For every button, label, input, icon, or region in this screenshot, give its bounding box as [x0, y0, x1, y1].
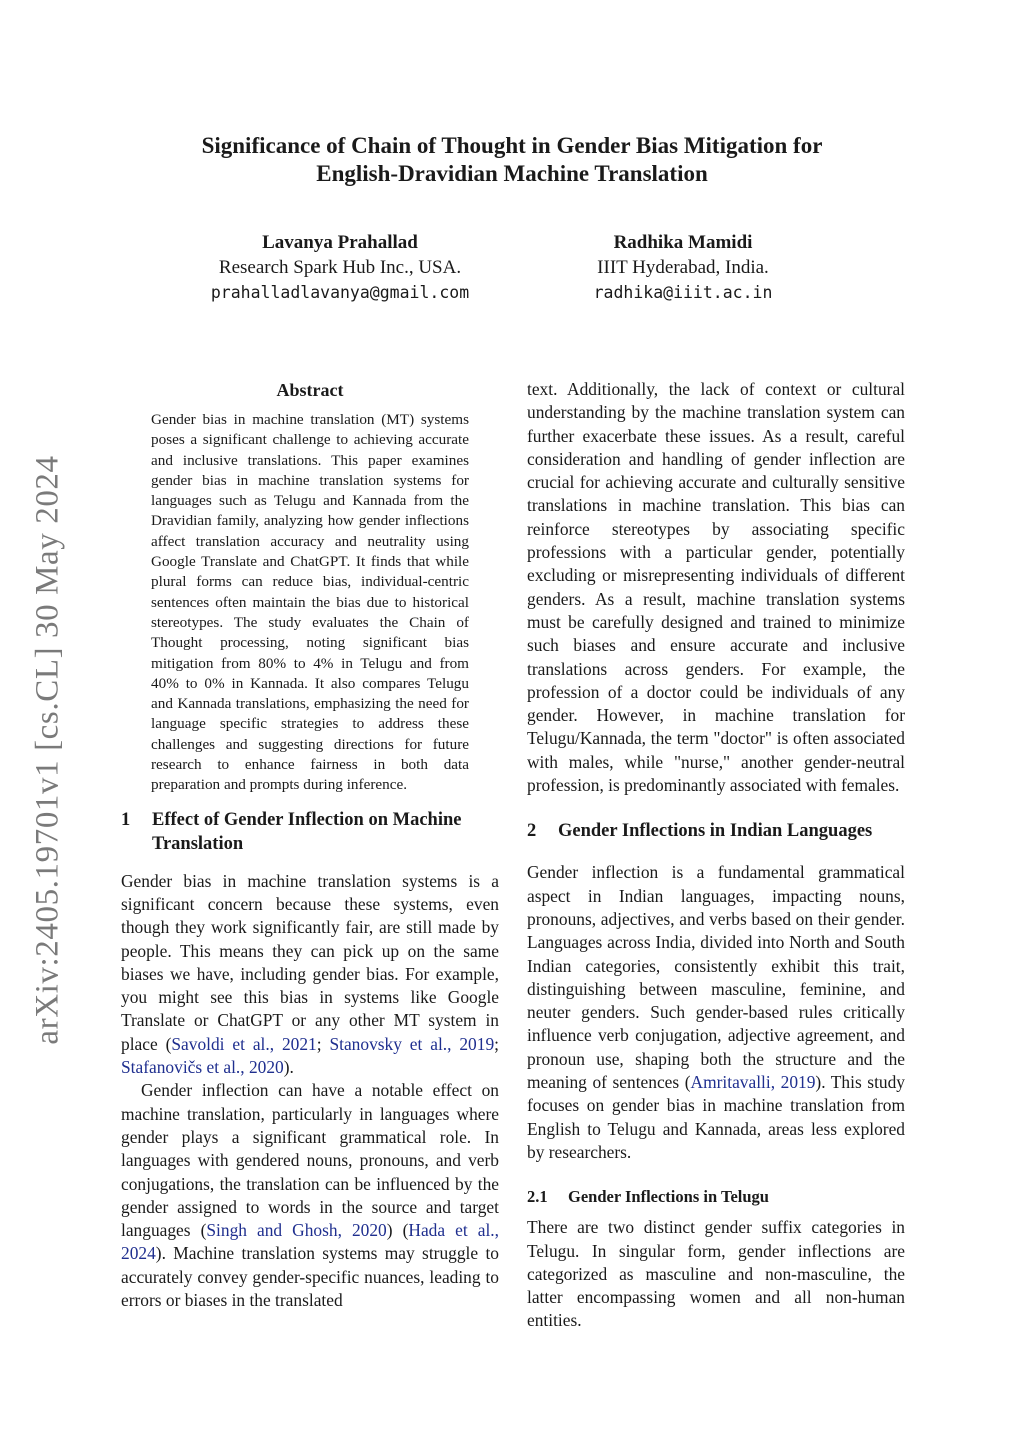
- paper-title: [0, 132, 1024, 188]
- continued-paragraph: text. Additionally, the lack of context or cultural understanding by the machine translation system can further exacerbate these issues. As a result, careful consideration and handling of gender inflection are crucial for achieving accurate and culturally sensitive translations in machine translation. This bias can reinforce stereotypes by associating specific professions with a particular gender, potentially excluding or misrepresenting individuals of different genders. As a result, machine translation systems must be carefully designed and trained to minimize such biases and ensure accurate and inclusive translations across genders. For example, the profession of a doctor could be individuals of any gender. However, in machine translation for Telugu/Kannada, the term "doctor" is often associated with males, while "nurse," another gender-neutral profession, is predominantly associated with females.: [527, 379, 905, 796]
- author-block-1: [160, 230, 520, 305]
- section-1-paragraph-1: Gender bias in machine translation systems is a significant concern because these systems, even though they work significantly fair, are still made by people. This means they can pick up on the same biases we have, including gender bias. For example, you might see this bias in systems like Google Translate or ChatGPT or any other MT system in place (Savoldi et al., 2021; Stanovsky et al., 2019; Stafanovičs et al., 2020).: [121, 870, 499, 1078]
- section-number: 1: [121, 809, 131, 830]
- citation-link[interactable]: Stafanovičs et al., 2020: [121, 1057, 284, 1078]
- right-column: [527, 378, 905, 1333]
- citation-link[interactable]: Hada et al., 2024: [121, 1220, 499, 1264]
- section-1-paragraph-2: Gender inflection can have a notable effect on machine translation, particularly in languages where gender plays a significant grammatical role. In languages with gendered nouns, pronouns, and verb conjugations, the translation can be influenced by the gender assigned to words in the source and target languages (Singh and Ghosh, 2020) (Hada et al., 2024). Machine translation systems may struggle to accurately convey gender-specific nuances, leading to errors or biases in the translated: [121, 1080, 499, 1310]
- section-title: Gender Inflections in Indian Languages: [558, 821, 873, 842]
- section-title: Effect of Gender Inflection on Machine Translation: [152, 809, 462, 854]
- author-email: radhika@iiit.ac.in: [593, 283, 773, 302]
- left-column: [121, 378, 499, 1312]
- subsection-2-1-heading: [527, 1186, 905, 1208]
- citation-link[interactable]: Savoldi et al., 2021: [171, 1033, 317, 1054]
- section-2-heading: [527, 819, 905, 843]
- author-affiliation: Research Spark Hub Inc., USA.: [218, 257, 462, 278]
- author-block-2: [503, 230, 863, 305]
- title-line-2: English-Dravidian Machine Translation: [316, 161, 708, 186]
- abstract-heading: Abstract: [276, 380, 344, 400]
- author-email: prahalladlavanya@gmail.com: [210, 283, 470, 302]
- section-1-heading: [121, 808, 499, 856]
- section-number: 2: [527, 821, 537, 842]
- title-line-1: Significance of Chain of Thought in Gender Bias Mitigation for: [201, 133, 823, 158]
- author-name: Lavanya Prahallad: [262, 232, 418, 253]
- author-affiliation: IIIT Hyderabad, India.: [597, 257, 769, 278]
- subsection-title: Gender Inflections in Telugu: [568, 1187, 769, 1207]
- author-name: Radhika Mamidi: [613, 232, 753, 253]
- citation-link[interactable]: Singh and Ghosh, 2020: [206, 1220, 387, 1241]
- subsection-number: 2.1: [527, 1187, 548, 1207]
- citation-link[interactable]: Stanovsky et al., 2019: [329, 1033, 495, 1054]
- section-2-paragraph-1: Gender inflection is a fundamental grammatical aspect in Indian languages, impacting nouns, pronouns, adjectives, and verbs based on their gender. Languages across India, divided into North and South Indian categories, consistently exhibit this trait, distinguishing between masculine, feminine, and neuter genders. Such gender-based rules critically influence verb conjugation, adjective agreement, and pronoun use, shaping both the structure and the meaning of sentences (Amritavalli, 2019). This study focuses on gender bias in machine translation from English to Telugu and Kannada, areas less explored by researchers.: [527, 862, 905, 1162]
- subsection-2-1-paragraph: There are two distinct gender suffix categories in Telugu. In singular form, gender inflections are categorized as masculine and non-masculine, the latter encompassing women and all non-human entities.: [527, 1217, 905, 1331]
- arxiv-watermark: [24, 440, 72, 1060]
- arxiv-identifier: arXiv:2405.19701v1 [cs.CL] 30 May 2024: [29, 455, 66, 1045]
- abstract-text: Gender bias in machine translation (MT) systems poses a significant challenge to achieving accurate and inclusive translations. This paper examines gender bias in machine translation systems for languages such as Telugu and Kannada from the Dravidian family, analyzing how gender inflections affect translation accuracy and neutrality using Google Translate and ChatGPT. It finds that while plural forms can reduce bias, individual-centric sentences often maintain the bias due to historical stereotypes. The study evaluates the Chain of Thought processing, noting significant bias mitigation from 80% to 4% in Telugu and from 40% to 0% in Kannada. It also compares Telugu and Kannada translations, emphasizing the need for language specific strategies to address these challenges and suggesting directions for future research to enhance fairness in both data preparation and prompts during inference.: [151, 411, 469, 794]
- citation-link[interactable]: Amritavalli, 2019: [690, 1072, 816, 1093]
